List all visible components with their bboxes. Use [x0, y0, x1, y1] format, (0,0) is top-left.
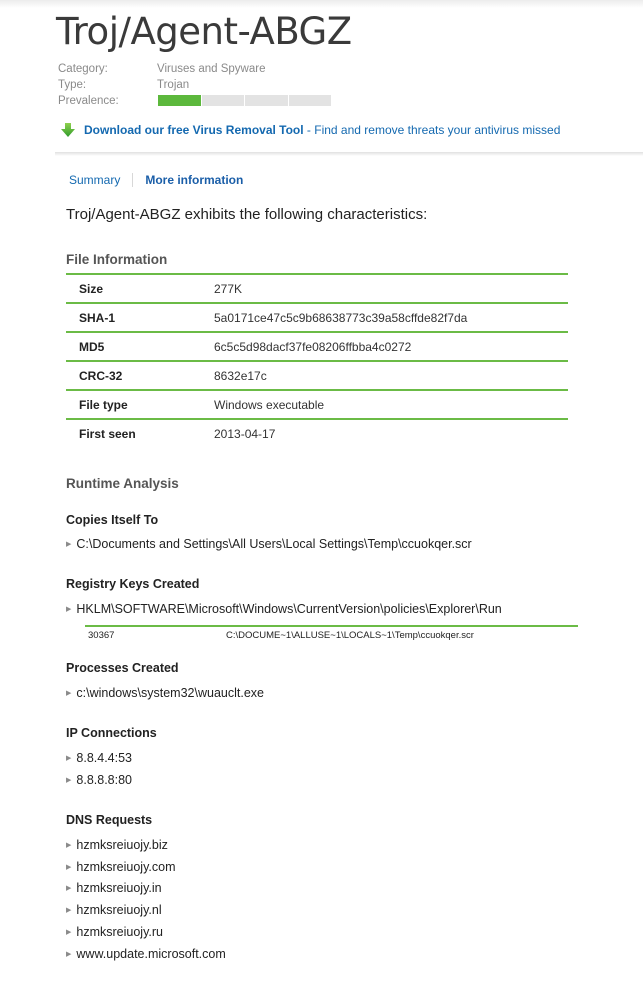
table-row	[66, 331, 568, 360]
dns-requests-heading: DNS Requests	[66, 813, 153, 827]
list-item	[66, 860, 176, 874]
ip-connections-heading: IP Connections	[66, 726, 157, 740]
page-title: Troj/Agent-ABGZ	[56, 10, 352, 53]
table-row	[66, 273, 568, 302]
registry-value-name: 30367	[88, 629, 115, 641]
dns-item: hzmksreiuojy.in	[76, 881, 162, 895]
table-row	[66, 389, 568, 418]
list-item	[66, 686, 264, 700]
bullet-triangle-icon: ▶	[66, 755, 72, 762]
download-banner	[60, 121, 560, 139]
table-row	[66, 360, 568, 389]
bullet-triangle-icon: ▶	[66, 541, 72, 548]
ip-item: 8.8.4.4:53	[76, 751, 132, 765]
tab-bar	[69, 173, 243, 187]
prevalence-segment	[158, 95, 201, 106]
bullet-triangle-icon: ▶	[66, 951, 72, 958]
row-value: 2013-04-17	[214, 426, 276, 441]
list-item	[66, 925, 163, 939]
dns-item: hzmksreiuojy.com	[76, 860, 176, 874]
list-item	[66, 903, 162, 917]
list-item	[66, 751, 132, 765]
row-key: MD5	[79, 339, 105, 354]
process-item: c:\windows\system32\wuauclt.exe	[76, 686, 264, 700]
registry-value-row	[85, 625, 578, 643]
prevalence-segment	[202, 95, 245, 106]
bullet-triangle-icon: ▶	[66, 842, 72, 849]
row-key: CRC-32	[79, 368, 123, 383]
ip-item: 8.8.8.8:80	[76, 773, 132, 787]
intro-text: Troj/Agent-ABGZ exhibits the following characteristics:	[66, 206, 428, 223]
type-label: Type:	[58, 79, 87, 91]
bullet-triangle-icon: ▶	[66, 885, 72, 892]
bullet-triangle-icon: ▶	[66, 606, 72, 613]
list-item	[66, 773, 132, 787]
list-item	[66, 602, 502, 616]
row-value: Windows executable	[214, 397, 325, 412]
dns-item: hzmksreiuojy.nl	[76, 903, 162, 917]
category-label: Category:	[58, 63, 108, 75]
registry-item: HKLM\SOFTWARE\Microsoft\Windows\CurrentVersion\policies\Explorer\Run	[76, 602, 502, 616]
bullet-triangle-icon: ▶	[66, 777, 72, 784]
dns-item: hzmksreiuojy.biz	[76, 838, 168, 852]
file-information-heading: File Information	[66, 252, 168, 267]
copies-item: C:\Documents and Settings\All Users\Local Settings\Temp\ccuokqer.scr	[76, 537, 472, 551]
tab-separator	[132, 173, 133, 187]
row-key: First seen	[79, 426, 136, 441]
row-value: 5a0171ce47c5c9b68638773c39a58cffde82f7da	[214, 310, 468, 325]
bullet-triangle-icon: ▶	[66, 907, 72, 914]
prevalence-segment	[245, 95, 288, 106]
row-key: SHA-1	[79, 310, 116, 325]
tab-summary[interactable]: Summary	[69, 173, 121, 187]
registry-value-data: C:\DOCUME~1\ALLUSE~1\LOCALS~1\Temp\ccuokqer.scr	[226, 629, 474, 641]
list-item	[66, 838, 168, 852]
file-information-table	[66, 273, 568, 447]
bullet-triangle-icon: ▶	[66, 690, 72, 697]
prevalence-meter	[158, 95, 331, 106]
prevalence-segment	[289, 95, 332, 106]
list-item	[66, 537, 472, 551]
row-key: Size	[79, 281, 104, 296]
download-removal-tool-link[interactable]: Download our free Virus Removal Tool	[84, 123, 304, 137]
prevalence-label: Prevalence:	[58, 95, 119, 107]
tab-more-information[interactable]: More information	[145, 173, 244, 187]
list-item	[66, 881, 162, 895]
dns-item: hzmksreiuojy.ru	[76, 925, 163, 939]
row-value: 277K	[214, 281, 243, 296]
runtime-analysis-heading: Runtime Analysis	[66, 476, 179, 491]
processes-heading: Processes Created	[66, 661, 179, 675]
registry-heading: Registry Keys Created	[66, 577, 200, 591]
table-row	[66, 302, 568, 331]
row-value: 8632e17c	[214, 368, 267, 383]
bullet-triangle-icon: ▶	[66, 929, 72, 936]
bullet-triangle-icon: ▶	[66, 864, 72, 871]
table-row	[66, 418, 568, 447]
download-tagline: - Find and remove threats your antivirus missed	[303, 123, 561, 137]
list-item	[66, 947, 226, 961]
type-value: Trojan	[157, 79, 190, 91]
top-shade	[0, 0, 643, 8]
header-divider	[55, 152, 643, 156]
row-key: File type	[79, 397, 128, 412]
row-value: 6c5c5d98dacf37fe08206ffbba4c0272	[214, 339, 412, 354]
download-arrow-icon	[60, 122, 76, 138]
copies-heading: Copies Itself To	[66, 513, 159, 527]
dns-item: www.update.microsoft.com	[76, 947, 226, 961]
category-value: Viruses and Spyware	[157, 63, 266, 75]
